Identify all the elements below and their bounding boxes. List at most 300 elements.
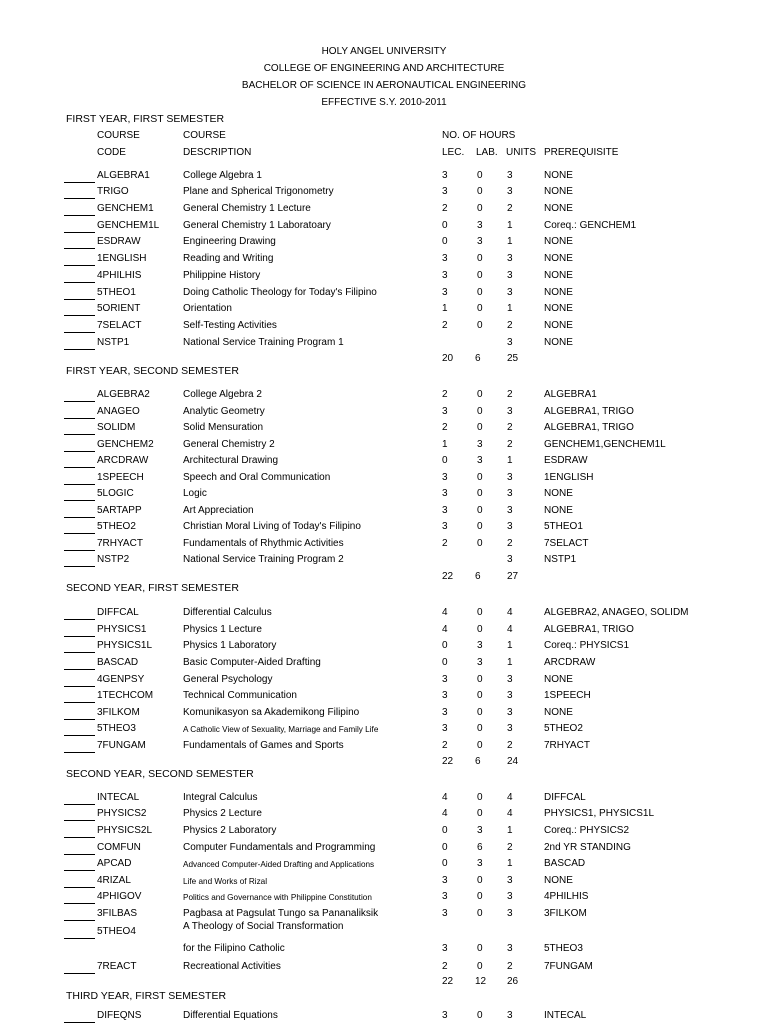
checkbox-blank-line	[64, 451, 95, 452]
checkbox-blank-line	[64, 636, 95, 637]
course-description: Speech and Oral Communication	[183, 472, 331, 483]
lab-hours: 0	[477, 303, 483, 314]
lab-hours: 0	[477, 624, 483, 635]
course-code: 5THEO3	[97, 723, 136, 734]
lab-hours: 0	[477, 707, 483, 718]
units: 4	[507, 792, 513, 803]
course-description: Differential Equations	[183, 1010, 278, 1021]
lec-hours: 3	[442, 723, 448, 734]
course-description: Politics and Governance with Philippine Constitution	[183, 893, 372, 902]
prerequisite: Coreq.: PHYSICS2	[544, 825, 630, 836]
checkbox-blank-line	[64, 401, 95, 402]
lec-hours: 1	[442, 303, 448, 314]
course-code: ALGEBRA1	[97, 170, 150, 181]
prerequisite: 5THEO3	[544, 943, 583, 954]
course-description: Physics 2 Laboratory	[183, 825, 277, 836]
prerequisite: NONE	[544, 488, 573, 499]
prerequisite: NONE	[544, 320, 573, 331]
course-code: 5ORIENT	[97, 303, 141, 314]
prerequisite: 7RHYACT	[544, 740, 590, 751]
lab-hours: 0	[477, 406, 483, 417]
prerequisite: NONE	[544, 236, 573, 247]
units: 3	[507, 253, 513, 264]
course-description: Fundamentals of Games and Sports	[183, 740, 344, 751]
course-code: 7RHYACT	[97, 538, 143, 549]
lab-hours: 0	[477, 961, 483, 972]
lec-hours: 3	[442, 472, 448, 483]
course-description: Physics 1 Lecture	[183, 624, 262, 635]
lab-hours: 0	[477, 270, 483, 281]
lec-hours: 3	[442, 908, 448, 919]
lec-hours: 0	[442, 842, 448, 853]
checkbox-blank-line	[64, 282, 95, 283]
checkbox-blank-line	[64, 315, 95, 316]
prerequisite: INTECAL	[544, 1010, 587, 1021]
course-description: Differential Calculus	[183, 607, 272, 618]
checkbox-blank-line	[64, 500, 95, 501]
units: 4	[507, 808, 513, 819]
lec-hours: 2	[442, 961, 448, 972]
course-code: ARCDRAW	[97, 455, 149, 466]
prerequisite: 2nd YR STANDING	[544, 842, 631, 853]
lec-hours: 3	[442, 707, 448, 718]
lec-hours: 0	[442, 825, 448, 836]
lab-hours: 0	[477, 740, 483, 751]
units: 2	[507, 439, 513, 450]
units: 1	[507, 825, 513, 836]
checkbox-blank-line	[64, 232, 95, 233]
course-description: Engineering Drawing	[183, 236, 276, 247]
total-units: 25	[507, 353, 519, 364]
course-description: Orientation	[183, 303, 232, 314]
prerequisite: GENCHEM1,GENCHEM1L	[544, 439, 666, 450]
lec-hours: 4	[442, 792, 448, 803]
course-code: 3FILKOM	[97, 707, 140, 718]
lab-hours: 0	[477, 792, 483, 803]
course-code: 4PHIGOV	[97, 891, 142, 902]
total-units: 27	[507, 571, 519, 582]
units: 3	[507, 406, 513, 417]
lab-hours: 3	[477, 236, 483, 247]
total-lec: 20	[442, 353, 454, 364]
lab-hours: 0	[477, 287, 483, 298]
units: 3	[507, 170, 513, 181]
checkbox-blank-line	[64, 198, 95, 199]
lab-hours: 0	[477, 505, 483, 516]
course-description: General Chemistry 1 Laboratoary	[183, 220, 331, 231]
course-code: 7SELACT	[97, 320, 142, 331]
course-code: ESDRAW	[97, 236, 141, 247]
prerequisite: 1ENGLISH	[544, 472, 594, 483]
lab-hours: 3	[477, 220, 483, 231]
lab-hours: 0	[477, 690, 483, 701]
course-code: 1SPEECH	[97, 472, 144, 483]
units: 3	[507, 674, 513, 685]
column-header-hours: NO. OF HOURS	[442, 130, 516, 141]
lec-hours: 3	[442, 521, 448, 532]
checkbox-blank-line	[64, 434, 95, 435]
lec-hours: 3	[442, 875, 448, 886]
prerequisite: 7SELACT	[544, 538, 589, 549]
course-description: Architectural Drawing	[183, 455, 279, 466]
course-code: PHYSICS2	[97, 808, 147, 819]
column-header-prerequisite: PREREQUISITE	[544, 147, 619, 158]
units: 4	[507, 607, 513, 618]
course-description: Computer Fundamentals and Programming	[183, 842, 376, 853]
prerequisite: ALGEBRA2, ANAGEO, SOLIDM	[544, 607, 689, 618]
prerequisite: NONE	[544, 674, 573, 685]
checkbox-blank-line	[64, 702, 95, 703]
checkbox-blank-line	[64, 517, 95, 518]
lec-hours: 0	[442, 455, 448, 466]
course-code: PHYSICS1L	[97, 640, 153, 651]
checkbox-blank-line	[64, 870, 95, 871]
lec-hours: 2	[442, 389, 448, 400]
section-title: SECOND YEAR, SECOND SEMESTER	[66, 768, 254, 780]
checkbox-blank-line	[64, 1022, 95, 1023]
lab-hours: 0	[477, 723, 483, 734]
units: 1	[507, 303, 513, 314]
total-lec: 22	[442, 976, 454, 987]
course-description: Solid Mensuration	[183, 422, 264, 433]
course-description: Pagbasa at Pagsulat Tungo sa Pananaliksik	[183, 908, 379, 919]
lec-hours: 0	[442, 657, 448, 668]
checkbox-blank-line	[64, 467, 95, 468]
checkbox-blank-line	[64, 619, 95, 620]
prerequisite: Coreq.: PHYSICS1	[544, 640, 630, 651]
units: 3	[507, 337, 513, 348]
course-description: Technical Communication	[183, 690, 297, 701]
prerequisite: ALGEBRA1, TRIGO	[544, 624, 634, 635]
lab-hours: 0	[477, 607, 483, 618]
course-code: NSTP2	[97, 554, 130, 565]
lab-hours: 0	[477, 1010, 483, 1021]
course-code: 4PHILHIS	[97, 270, 142, 281]
checkbox-blank-line	[64, 719, 95, 720]
section-title: THIRD YEAR, FIRST SEMESTER	[66, 990, 227, 1002]
course-description: Life and Works of Rizal	[183, 877, 268, 886]
course-code: 5THEO2	[97, 521, 136, 532]
column-header-course: COURSE	[97, 130, 140, 141]
course-description: General Chemistry 2	[183, 439, 275, 450]
checkbox-blank-line	[64, 265, 95, 266]
checkbox-blank-line	[64, 920, 95, 921]
lab-hours: 0	[477, 170, 483, 181]
course-code: DIFEQNS	[97, 1010, 142, 1021]
lec-hours: 3	[442, 674, 448, 685]
prerequisite: NONE	[544, 203, 573, 214]
checkbox-blank-line	[64, 973, 95, 974]
lec-hours: 3	[442, 406, 448, 417]
lec-hours: 3	[442, 270, 448, 281]
course-code: 7FUNGAM	[97, 740, 146, 751]
course-description: A Catholic View of Sexuality, Marriage and Family Life	[183, 725, 379, 734]
prerequisite: NONE	[544, 170, 573, 181]
checkbox-blank-line	[64, 887, 95, 888]
course-code: TRIGO	[97, 186, 129, 197]
course-description: Integral Calculus	[183, 792, 258, 803]
prerequisite: NONE	[544, 707, 573, 718]
course-description: Reading and Writing	[183, 253, 274, 264]
checkbox-blank-line	[64, 248, 95, 249]
total-units: 24	[507, 756, 519, 767]
course-description: A Theology of Social Transformation	[183, 921, 344, 932]
course-description: Philippine History	[183, 270, 261, 281]
units: 3	[507, 943, 513, 954]
lec-hours: 2	[442, 740, 448, 751]
lab-hours: 0	[477, 808, 483, 819]
units: 2	[507, 320, 513, 331]
prerequisite: ARCDRAW	[544, 657, 596, 668]
units: 2	[507, 389, 513, 400]
units: 1	[507, 220, 513, 231]
course-code: 5THEO4	[97, 926, 136, 937]
checkbox-blank-line	[64, 686, 95, 687]
checkbox-blank-line	[64, 299, 95, 300]
course-code: GENCHEM1	[97, 203, 154, 214]
lab-hours: 0	[477, 389, 483, 400]
checkbox-blank-line	[64, 533, 95, 534]
lec-hours: 3	[442, 891, 448, 902]
units: 3	[507, 186, 513, 197]
checkbox-blank-line	[64, 903, 95, 904]
course-description: Doing Catholic Theology for Today's Filipino	[183, 287, 377, 298]
lab-hours: 0	[477, 203, 483, 214]
course-code: ALGEBRA2	[97, 389, 150, 400]
units: 2	[507, 842, 513, 853]
total-units: 26	[507, 976, 519, 987]
checkbox-blank-line	[64, 752, 95, 753]
units: 4	[507, 624, 513, 635]
units: 3	[507, 472, 513, 483]
prerequisite: NONE	[544, 270, 573, 281]
course-code: 1TECHCOM	[97, 690, 154, 701]
course-code: NSTP1	[97, 337, 130, 348]
checkbox-blank-line	[64, 332, 95, 333]
prerequisite: Coreq.: GENCHEM1	[544, 220, 637, 231]
lab-hours: 0	[477, 538, 483, 549]
total-lab: 12	[475, 976, 487, 987]
units: 3	[507, 875, 513, 886]
course-code: 4RIZAL	[97, 875, 131, 886]
course-code: DIFFCAL	[97, 607, 139, 618]
units: 3	[507, 908, 513, 919]
course-code: INTECAL	[97, 792, 140, 803]
units: 1	[507, 640, 513, 651]
course-description: Plane and Spherical Trigonometry	[183, 186, 334, 197]
column-header-lab: LAB.	[476, 147, 498, 158]
total-lab: 6	[475, 571, 481, 582]
units: 2	[507, 203, 513, 214]
total-lec: 22	[442, 571, 454, 582]
lab-hours: 3	[477, 657, 483, 668]
lec-hours: 4	[442, 624, 448, 635]
prerequisite: PHYSICS1, PHYSICS1L	[544, 808, 655, 819]
total-lab: 6	[475, 353, 481, 364]
lec-hours: 1	[442, 439, 448, 450]
checkbox-blank-line	[64, 418, 95, 419]
course-description: Physics 2 Lecture	[183, 808, 262, 819]
lab-hours: 0	[477, 875, 483, 886]
units: 2	[507, 422, 513, 433]
lab-hours: 0	[477, 472, 483, 483]
prerequisite: 5THEO1	[544, 521, 583, 532]
lec-hours: 2	[442, 320, 448, 331]
prerequisite: NONE	[544, 337, 573, 348]
lec-hours: 3	[442, 170, 448, 181]
course-code: 1ENGLISH	[97, 253, 147, 264]
checkbox-blank-line	[64, 735, 95, 736]
college-name: COLLEGE OF ENGINEERING AND ARCHITECTURE	[263, 63, 505, 74]
lec-hours: 2	[442, 422, 448, 433]
prerequisite: 3FILKOM	[544, 908, 587, 919]
lec-hours: 3	[442, 690, 448, 701]
prerequisite: BASCAD	[544, 858, 586, 869]
prerequisite: 5THEO2	[544, 723, 583, 734]
prerequisite: NSTP1	[544, 554, 577, 565]
lec-hours: 0	[442, 858, 448, 869]
course-code: 5ARTAPP	[97, 505, 142, 516]
course-code: GENCHEM2	[97, 439, 154, 450]
section-title: FIRST YEAR, FIRST SEMESTER	[66, 113, 225, 125]
course-description: Recreational Activities	[183, 961, 281, 972]
course-description: Logic	[183, 488, 207, 499]
prerequisite: 1SPEECH	[544, 690, 591, 701]
checkbox-blank-line	[64, 484, 95, 485]
units: 2	[507, 538, 513, 549]
units: 3	[507, 891, 513, 902]
lab-hours: 0	[477, 943, 483, 954]
units: 1	[507, 858, 513, 869]
course-description: Physics 1 Laboratory	[183, 640, 277, 651]
course-description: Christian Moral Living of Today's Filipino	[183, 521, 361, 532]
checkbox-blank-line	[64, 182, 95, 183]
course-description: Basic Computer-Aided Drafting	[183, 657, 321, 668]
checkbox-blank-line	[64, 215, 95, 216]
column-header-description: DESCRIPTION	[183, 147, 252, 158]
units: 3	[507, 723, 513, 734]
units: 3	[507, 707, 513, 718]
course-description-continued: for the Filipino Catholic	[183, 943, 285, 954]
lec-hours: 2	[442, 203, 448, 214]
lec-hours: 4	[442, 808, 448, 819]
checkbox-blank-line	[64, 349, 95, 350]
units: 3	[507, 521, 513, 532]
prerequisite: ALGEBRA1, TRIGO	[544, 406, 634, 417]
prerequisite: 7FUNGAM	[544, 961, 593, 972]
course-code: SOLIDM	[97, 422, 136, 433]
course-code: 5LOGIC	[97, 488, 134, 499]
checkbox-blank-line	[64, 854, 95, 855]
checkbox-blank-line	[64, 566, 95, 567]
prerequisite: NONE	[544, 303, 573, 314]
lab-hours: 0	[477, 488, 483, 499]
lec-hours: 3	[442, 488, 448, 499]
lab-hours: 0	[477, 891, 483, 902]
lec-hours: 0	[442, 220, 448, 231]
units: 3	[507, 505, 513, 516]
lab-hours: 0	[477, 186, 483, 197]
units: 2	[507, 740, 513, 751]
prerequisite: NONE	[544, 186, 573, 197]
checkbox-blank-line	[64, 820, 95, 821]
course-code: BASCAD	[97, 657, 139, 668]
checkbox-blank-line	[64, 837, 95, 838]
lec-hours: 3	[442, 287, 448, 298]
lab-hours: 3	[477, 825, 483, 836]
course-code: ANAGEO	[97, 406, 140, 417]
prerequisite: NONE	[544, 505, 573, 516]
course-code: 7REACT	[97, 961, 137, 972]
prerequisite: ALGEBRA1, TRIGO	[544, 422, 634, 433]
total-lab: 6	[475, 756, 481, 767]
course-code: 3FILBAS	[97, 908, 138, 919]
prerequisite: NONE	[544, 253, 573, 264]
program-name: BACHELOR OF SCIENCE IN AERONAUTICAL ENGINEERING	[241, 80, 527, 91]
column-header-lec: LEC.	[442, 147, 465, 158]
lec-hours: 3	[442, 1010, 448, 1021]
checkbox-blank-line	[64, 652, 95, 653]
lec-hours: 3	[442, 186, 448, 197]
course-code: PHYSICS2L	[97, 825, 153, 836]
lab-hours: 0	[477, 253, 483, 264]
lab-hours: 0	[477, 908, 483, 919]
course-code: PHYSICS1	[97, 624, 147, 635]
checkbox-blank-line	[64, 550, 95, 551]
lec-hours: 2	[442, 538, 448, 549]
lab-hours: 0	[477, 422, 483, 433]
lab-hours: 0	[477, 521, 483, 532]
lab-hours: 3	[477, 455, 483, 466]
course-code: 4GENPSY	[97, 674, 145, 685]
course-code: COMFUN	[97, 842, 141, 853]
course-description: National Service Training Program 1	[183, 337, 344, 348]
prerequisite: NONE	[544, 287, 573, 298]
course-description: College Algebra 1	[183, 170, 262, 181]
university-name: HOLY ANGEL UNIVERSITY	[321, 46, 447, 57]
prerequisite: ESDRAW	[544, 455, 588, 466]
course-description: College Algebra 2	[183, 389, 262, 400]
prerequisite: 4PHILHIS	[544, 891, 589, 902]
course-description: Self-Testing Activities	[183, 320, 277, 331]
units: 3	[507, 690, 513, 701]
prerequisite: DIFFCAL	[544, 792, 586, 803]
lec-hours: 3	[442, 253, 448, 264]
lec-hours: 3	[442, 943, 448, 954]
course-code: 5THEO1	[97, 287, 136, 298]
checkbox-blank-line	[64, 938, 95, 939]
units: 3	[507, 287, 513, 298]
course-description: General Psychology	[183, 674, 273, 685]
column-header-units: UNITS	[506, 147, 536, 158]
section-title: FIRST YEAR, SECOND SEMESTER	[66, 365, 239, 377]
course-description: National Service Training Program 2	[183, 554, 344, 565]
lab-hours: 3	[477, 640, 483, 651]
column-header-code: CODE	[97, 147, 126, 158]
lab-hours: 3	[477, 439, 483, 450]
lab-hours: 0	[477, 320, 483, 331]
lec-hours: 0	[442, 640, 448, 651]
lab-hours: 0	[477, 674, 483, 685]
course-description: Advanced Computer-Aided Drafting and Applications	[183, 860, 375, 869]
lec-hours: 3	[442, 505, 448, 516]
lec-hours: 4	[442, 607, 448, 618]
units: 3	[507, 270, 513, 281]
units: 3	[507, 1010, 513, 1021]
units: 1	[507, 236, 513, 247]
course-code: APCAD	[97, 858, 132, 869]
units: 1	[507, 455, 513, 466]
